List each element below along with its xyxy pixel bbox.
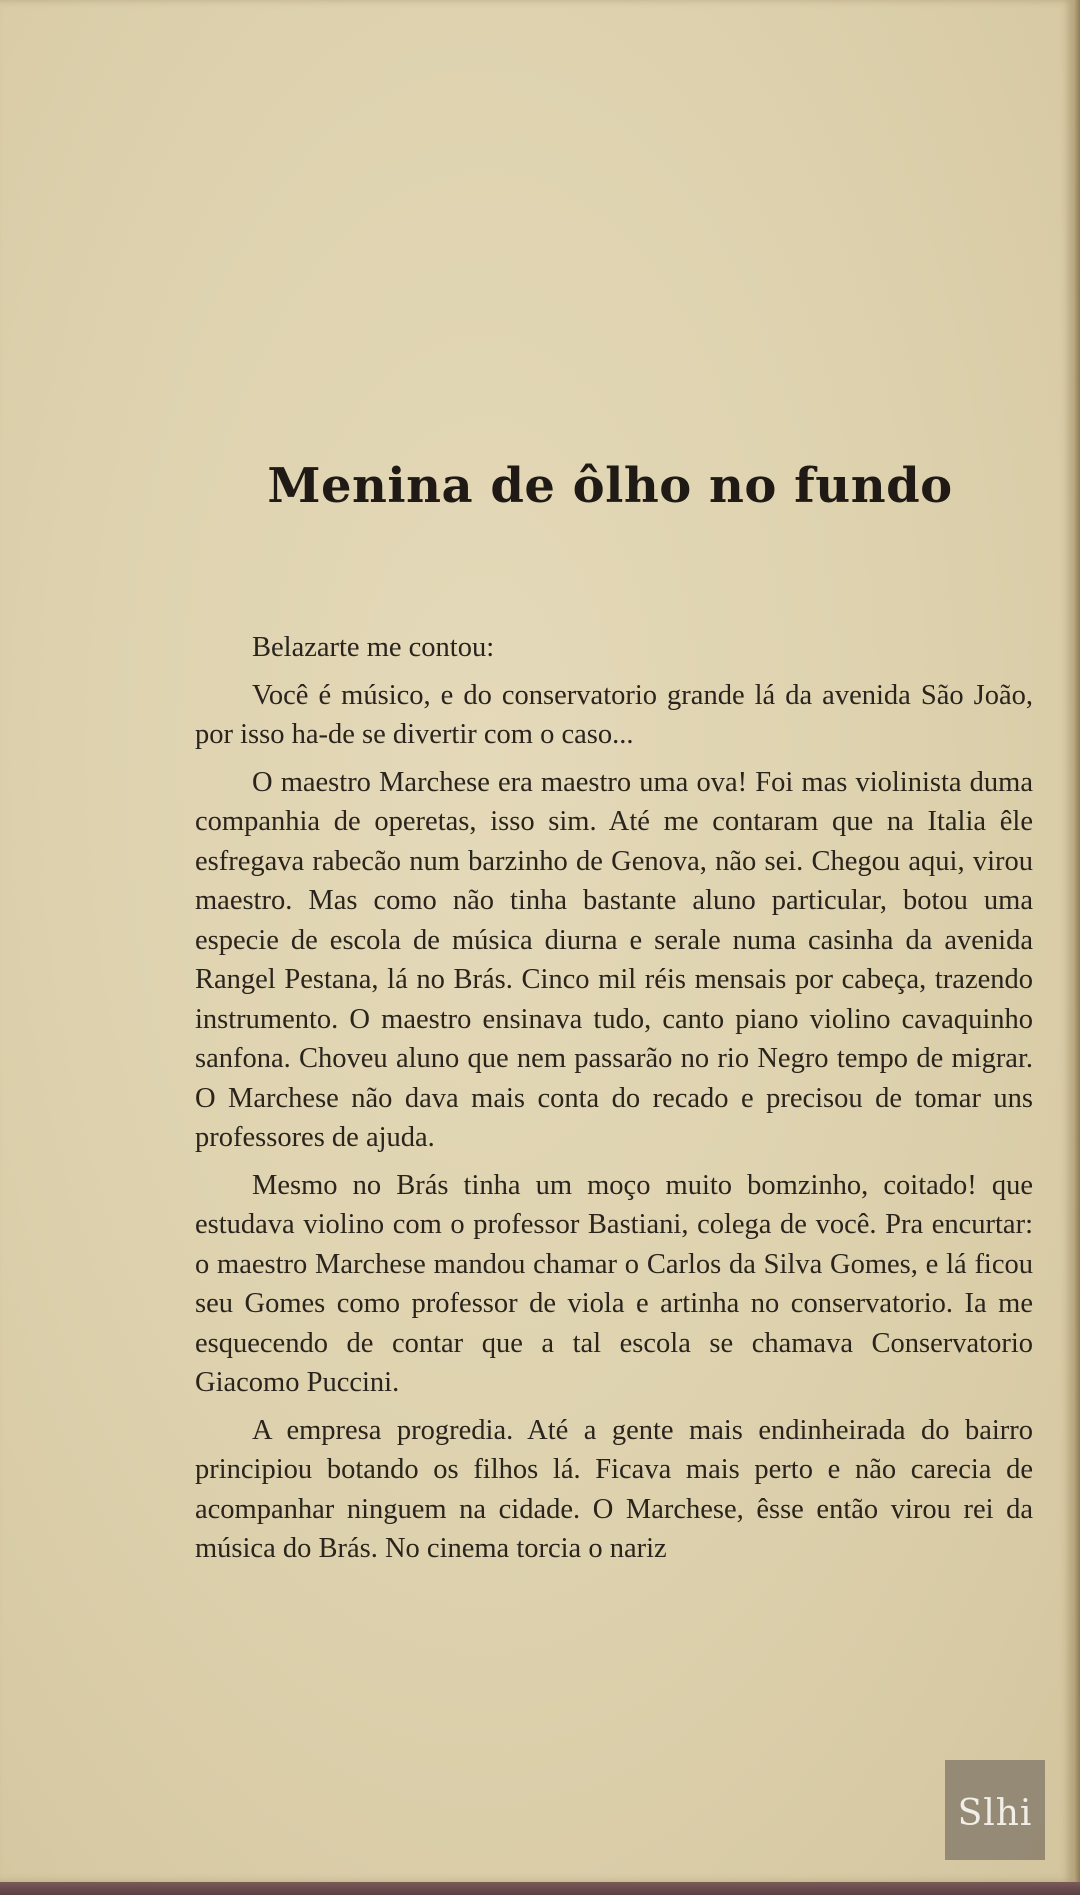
chapter-title: Menina de ôlho no fundo — [267, 458, 953, 514]
page-bottom-edge — [0, 1882, 1080, 1895]
paragraph-3: O maestro Marchese era maestro uma ova! Foi mas violinista duma companhia de operetas, isso sim. Até me contaram que na Italia êle esfregava rabecão num barzinho de Genova, não sei. Chegou aqui, virou maestro. Mas como não tinha bastante aluno particular, botou uma especie de escola de música diurna e serale numa casinha da avenida Rangel Pestana, lá no Brás. Cinco mil réis mensais por cabeça, trazendo instrumento. O maestro ensinava tudo, canto piano violino cavaquinho sanfona. Choveu aluno que nem passarão no rio Negro tempo de migrar. O Marchese não dava mais conta do recado e precisou de tomar uns professores de ajuda. — [195, 766, 1033, 1153]
paragraph-1: Belazarte me contou: — [252, 632, 495, 663]
paragraph-2: Você é músico, e do conservatorio grande lá da avenida São João, por isso ha-de se divertir com o caso... — [195, 679, 1033, 750]
watermark-logo: Slhi — [945, 1760, 1045, 1860]
paragraph-4: Mesmo no Brás tinha um moço muito bomzinho, coitado! que estudava violino com o professor Bastiani, colega de você. Pra encurtar: o maestro Marchese mandou chamar o Carlos da Silva Gomes, e lá ficou seu Gomes como professor de viola e artinha no conservatorio. Ia me esquecendo de contar que a tal escola se chamava Conservatorio Giacomo Puccini. — [195, 1169, 1033, 1398]
body-text — [195, 628, 1033, 1577]
paragraph-5: A empresa progredia. Até a gente mais endinheirada do bairro principiou botando os filhos lá. Ficava mais perto e não carecia de acompanhar ninguem na cidade. O Marchese, êsse então virou rei da música do Brás. No cinema torcia o nariz — [195, 1414, 1033, 1564]
page-right-edge — [1074, 0, 1080, 1895]
